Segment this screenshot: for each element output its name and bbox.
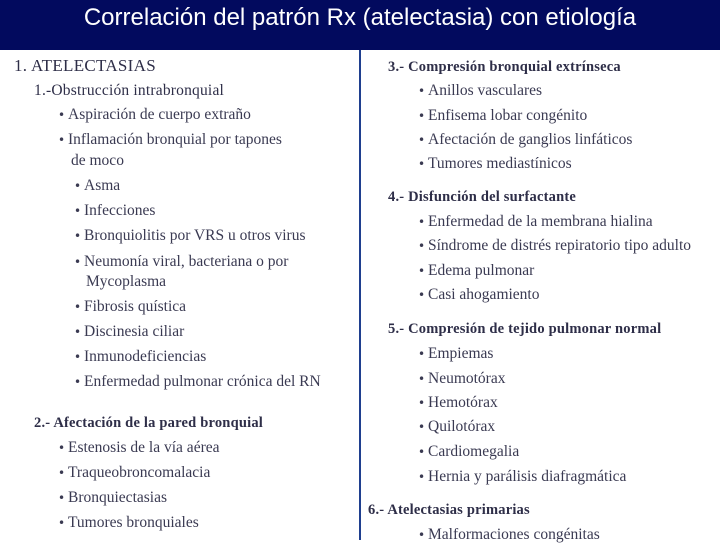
section-6-heading: 6.- Atelectasias primarias	[368, 502, 530, 518]
list-item: • Cardiomegalia	[428, 443, 519, 461]
list-item: • Empiemas	[428, 345, 493, 363]
sub-list-item: • Asma	[84, 177, 120, 195]
slide-title-bar	[0, 0, 720, 50]
list-item: • Aspiración de cuerpo extraño	[68, 106, 251, 124]
list-item: • Hemotórax	[428, 394, 498, 412]
list-item: • Inflamación bronquial por tapones	[68, 131, 282, 149]
list-item: • Anillos vasculares	[428, 82, 542, 100]
section-2-heading: 2.- Afectación de la pared bronquial	[34, 415, 264, 431]
column-divider	[359, 50, 361, 540]
list-item: • Quilotórax	[428, 418, 495, 436]
sub-list-item-continuation: Mycoplasma	[86, 273, 167, 290]
list-item-continuation: de moco	[71, 152, 124, 169]
main-heading: 1. ATELECTASIAS	[14, 56, 156, 75]
slide-title: Correlación del patrón Rx (atelectasia) con etiología	[83, 4, 637, 31]
section-4-heading: 4.- Disfunción del surfactante	[388, 189, 577, 205]
list-item: • Malformaciones congénitas	[428, 526, 600, 544]
section-3-heading: 3.- Compresión bronquial extrínseca	[388, 59, 621, 75]
list-item: • Estenosis de la vía aérea	[68, 439, 220, 457]
section-5-heading: 5.- Compresión de tejido pulmonar normal	[388, 321, 662, 337]
sub-list-item: • Bronquiolitis por VRS u otros virus	[84, 227, 305, 245]
sub-list-item: • Neumonía viral, bacteriana o por	[84, 253, 288, 271]
sub-list-item: • Discinesia ciliar	[84, 323, 184, 341]
list-item: • Hernia y parálisis diafragmática	[428, 468, 626, 486]
sub-list-item: • Inmunodeficiencias	[84, 348, 206, 366]
list-item: • Bronquiectasias	[68, 489, 167, 507]
section-1-heading: 1.-Obstrucción intrabronquial	[34, 82, 225, 99]
list-item: • Casi ahogamiento	[428, 286, 540, 304]
list-item: • Tumores bronquiales	[68, 514, 199, 532]
sub-list-item: • Enfermedad pulmonar crónica del RN	[84, 373, 321, 391]
list-item: • Tumores mediastínicos	[428, 155, 572, 173]
list-item: • Traqueobroncomalacia	[68, 464, 210, 482]
list-item: • Edema pulmonar	[428, 262, 534, 280]
list-item: • Afectación de ganglios linfáticos	[428, 131, 632, 149]
list-item: • Enfermedad de la membrana hialina	[428, 213, 653, 231]
list-item: • Síndrome de distrés repiratorio tipo adulto	[428, 237, 691, 255]
list-item: • Neumotórax	[428, 370, 505, 388]
sub-list-item: • Fibrosis quística	[84, 298, 186, 316]
sub-list-item: • Infecciones	[84, 202, 155, 220]
list-item: • Enfisema lobar congénito	[428, 107, 587, 125]
